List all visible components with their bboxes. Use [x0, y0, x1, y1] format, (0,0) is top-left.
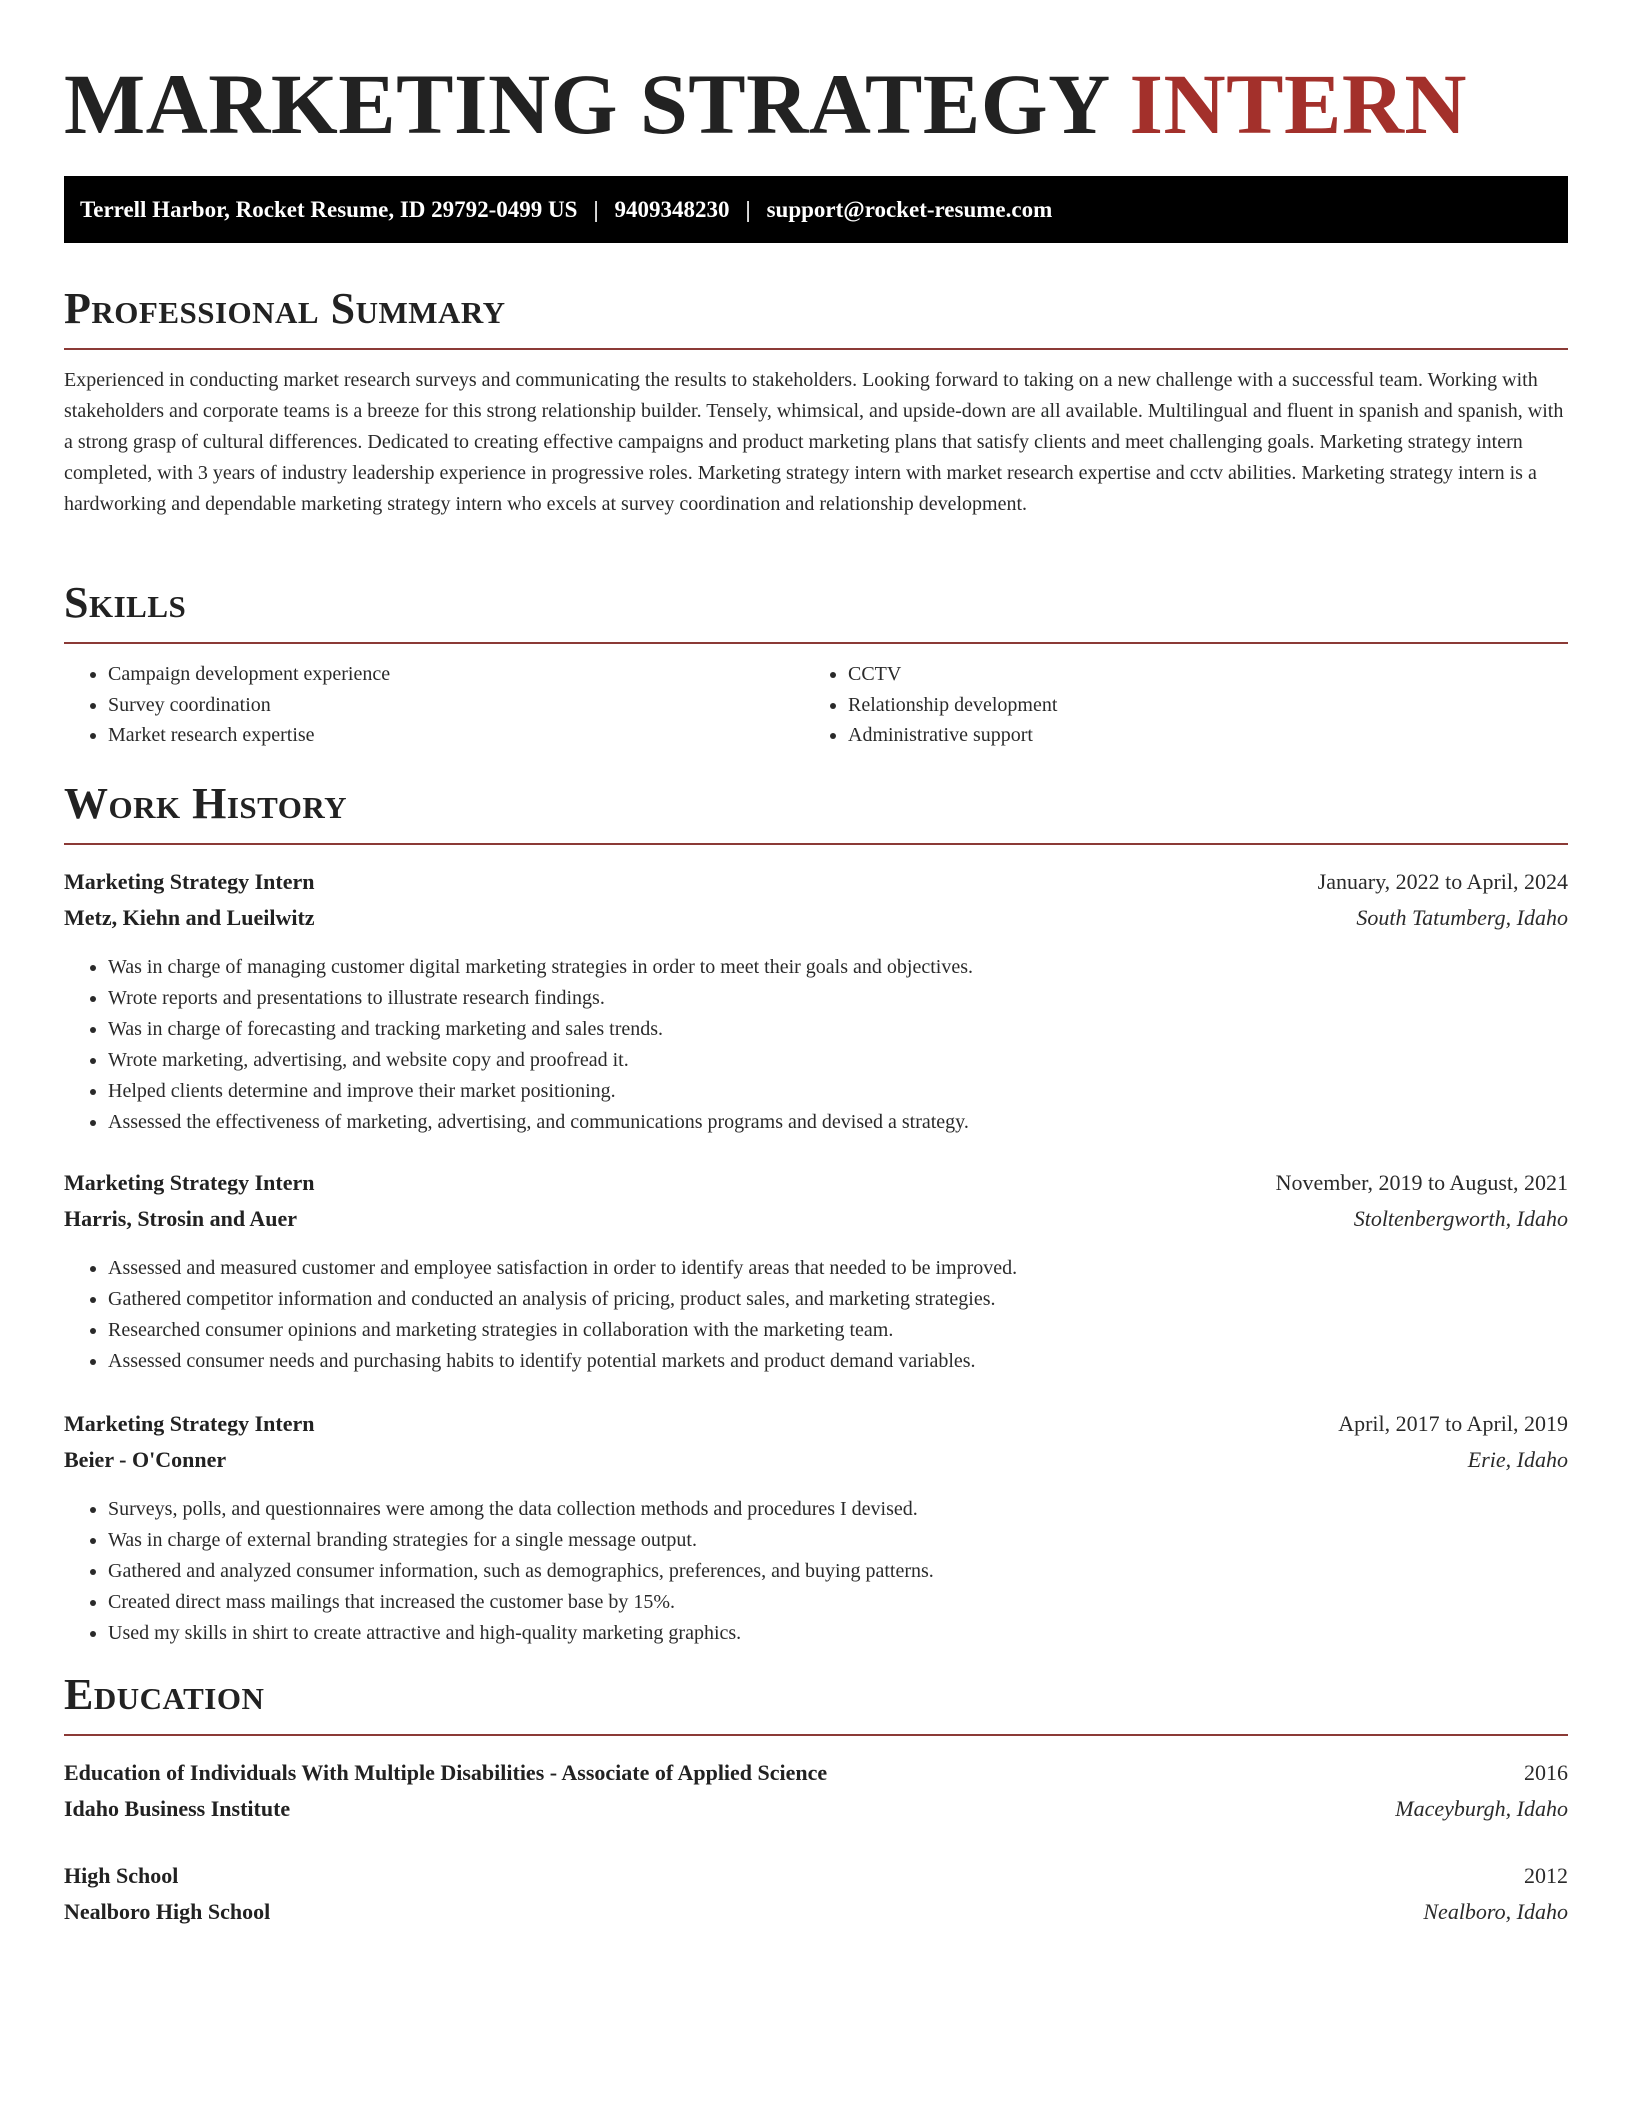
- job-company-row: [64, 1201, 1568, 1237]
- job-header-row: [64, 864, 1568, 900]
- skills-heading: Skills: [64, 578, 1568, 644]
- skill-item: • Survey coordination: [108, 690, 804, 721]
- job-bullet: • Was in charge of external branding strategies for a single message output.: [108, 1525, 1568, 1556]
- job-company-row: [64, 900, 1568, 936]
- summary-heading: Professional Summary: [64, 284, 1568, 350]
- job-company: Metz, Kiehn and Lueilwitz: [64, 905, 315, 930]
- job-bullet: • Created direct mass mailings that increased the customer base by 15%.: [108, 1587, 1568, 1618]
- job-bullet: • Was in charge of managing customer digital marketing strategies in order to meet their goals and objectives.: [108, 952, 1568, 983]
- contact-address: Terrell Harbor, Rocket Resume, ID 29792-0499 US: [80, 197, 578, 222]
- education-school: Idaho Business Institute: [64, 1796, 291, 1821]
- title-accent: INTERN: [1129, 56, 1468, 152]
- job-bullet: • Researched consumer opinions and marketing strategies in collaboration with the marketing team.: [108, 1315, 1568, 1346]
- education-degree: High School: [64, 1863, 179, 1888]
- education-header-row: [64, 1858, 1568, 1894]
- education-school: Nealboro High School: [64, 1899, 271, 1924]
- skill-item: • Administrative support: [848, 720, 1544, 751]
- work-history-heading: Work History: [64, 779, 1568, 845]
- education-header-row: [64, 1755, 1568, 1791]
- skill-item: • Market research expertise: [108, 720, 804, 751]
- skill-item: • Campaign development experience: [108, 659, 804, 690]
- job-dates: January, 2022 to April, 2024: [1317, 869, 1568, 894]
- job-company-row: [64, 1442, 1568, 1478]
- skill-item: • Relationship development: [848, 690, 1544, 721]
- job-bullet: • Helped clients determine and improve their market positioning.: [108, 1076, 1568, 1107]
- job-dates: November, 2019 to August, 2021: [1275, 1170, 1568, 1195]
- contact-bar: [64, 176, 1568, 243]
- job-bullet: • Assessed and measured customer and employee satisfaction in order to identify areas that needed to be improved.: [108, 1253, 1568, 1284]
- job-location: South Tatumberg, Idaho: [1356, 905, 1568, 930]
- job-bullet: • Gathered and analyzed consumer information, such as demographics, preferences, and buying patterns.: [108, 1556, 1568, 1587]
- job-header-row: [64, 1406, 1568, 1442]
- education-year: 2012: [1524, 1863, 1568, 1888]
- skills-column-left: [64, 659, 804, 751]
- contact-phone[interactable]: 9409348230: [614, 197, 730, 222]
- job-bullet: • Surveys, polls, and questionnaires were among the data collection methods and procedures I devised.: [108, 1494, 1568, 1525]
- contact-email[interactable]: support@rocket-resume.com: [766, 197, 1053, 222]
- summary-text: Experienced in conducting market research surveys and communicating the results to stakeholders. Looking forward to taking on a new challenge with a successful team. Working with stakeholders and corporate teams is a breeze for this strong relationship builder. Tensely, whimsical, and upside-down are all available. Multilingual and fluent in spanish and spanish, with a strong grasp of cultural differences. Dedicated to creating effective campaigns and product marketing plans that satisfy clients and meet challenging goals. Marketing strategy intern completed, with 3 years of industry leadership experience in progressive roles. Marketing strategy intern with market research expertise and cctv abilities. Marketing strategy intern is a hardworking and dependable marketing strategy intern who excels at survey coordination and relationship development.: [64, 369, 1564, 515]
- job-bullet: • Assessed the effectiveness of marketing, advertising, and communications programs and devised a strategy.: [108, 1107, 1568, 1138]
- job-company: Beier - O'Conner: [64, 1447, 227, 1472]
- job-title: Marketing Strategy Intern: [64, 1411, 315, 1436]
- job-bullet: • Gathered competitor information and conducted an analysis of pricing, product sales, and marketing strategies.: [108, 1284, 1568, 1315]
- job-dates: April, 2017 to April, 2019: [1338, 1411, 1568, 1436]
- contact-separator: |: [593, 197, 599, 222]
- skills-column-right: [804, 659, 1544, 751]
- job-bullet: • Wrote marketing, advertising, and website copy and proofread it.: [108, 1045, 1568, 1076]
- resume-title: [64, 56, 1467, 152]
- education-school-row: [64, 1791, 1568, 1827]
- education-location: Maceyburgh, Idaho: [1395, 1796, 1568, 1821]
- job-bullet: • Wrote reports and presentations to illustrate research findings.: [108, 983, 1568, 1014]
- job-location: Stoltenbergworth, Idaho: [1353, 1206, 1568, 1231]
- skills-list: [64, 659, 1568, 751]
- title-main: MARKETING STRATEGY: [64, 56, 1108, 152]
- job-bullet: • Was in charge of forecasting and tracking marketing and sales trends.: [108, 1014, 1568, 1045]
- education-degree: Education of Individuals With Multiple Disabilities - Associate of Applied Science: [64, 1760, 828, 1785]
- contact-separator: |: [745, 197, 751, 222]
- education-year: 2016: [1524, 1760, 1568, 1785]
- skill-item: • CCTV: [848, 659, 1544, 690]
- education-school-row: [64, 1894, 1568, 1930]
- job-header-row: [64, 1165, 1568, 1201]
- job-title: Marketing Strategy Intern: [64, 869, 315, 894]
- job-bullets: [64, 952, 1568, 1138]
- job-location: Erie, Idaho: [1467, 1447, 1568, 1472]
- education-heading: Education: [64, 1670, 1568, 1736]
- job-title: Marketing Strategy Intern: [64, 1170, 315, 1195]
- job-bullets: [64, 1253, 1568, 1377]
- education-location: Nealboro, Idaho: [1423, 1899, 1568, 1924]
- job-company: Harris, Strosin and Auer: [64, 1206, 298, 1231]
- job-bullet: • Assessed consumer needs and purchasing habits to identify potential markets and product demand variables.: [108, 1346, 1568, 1377]
- job-bullet: • Used my skills in shirt to create attractive and high-quality marketing graphics.: [108, 1618, 1568, 1649]
- job-bullets: [64, 1494, 1568, 1649]
